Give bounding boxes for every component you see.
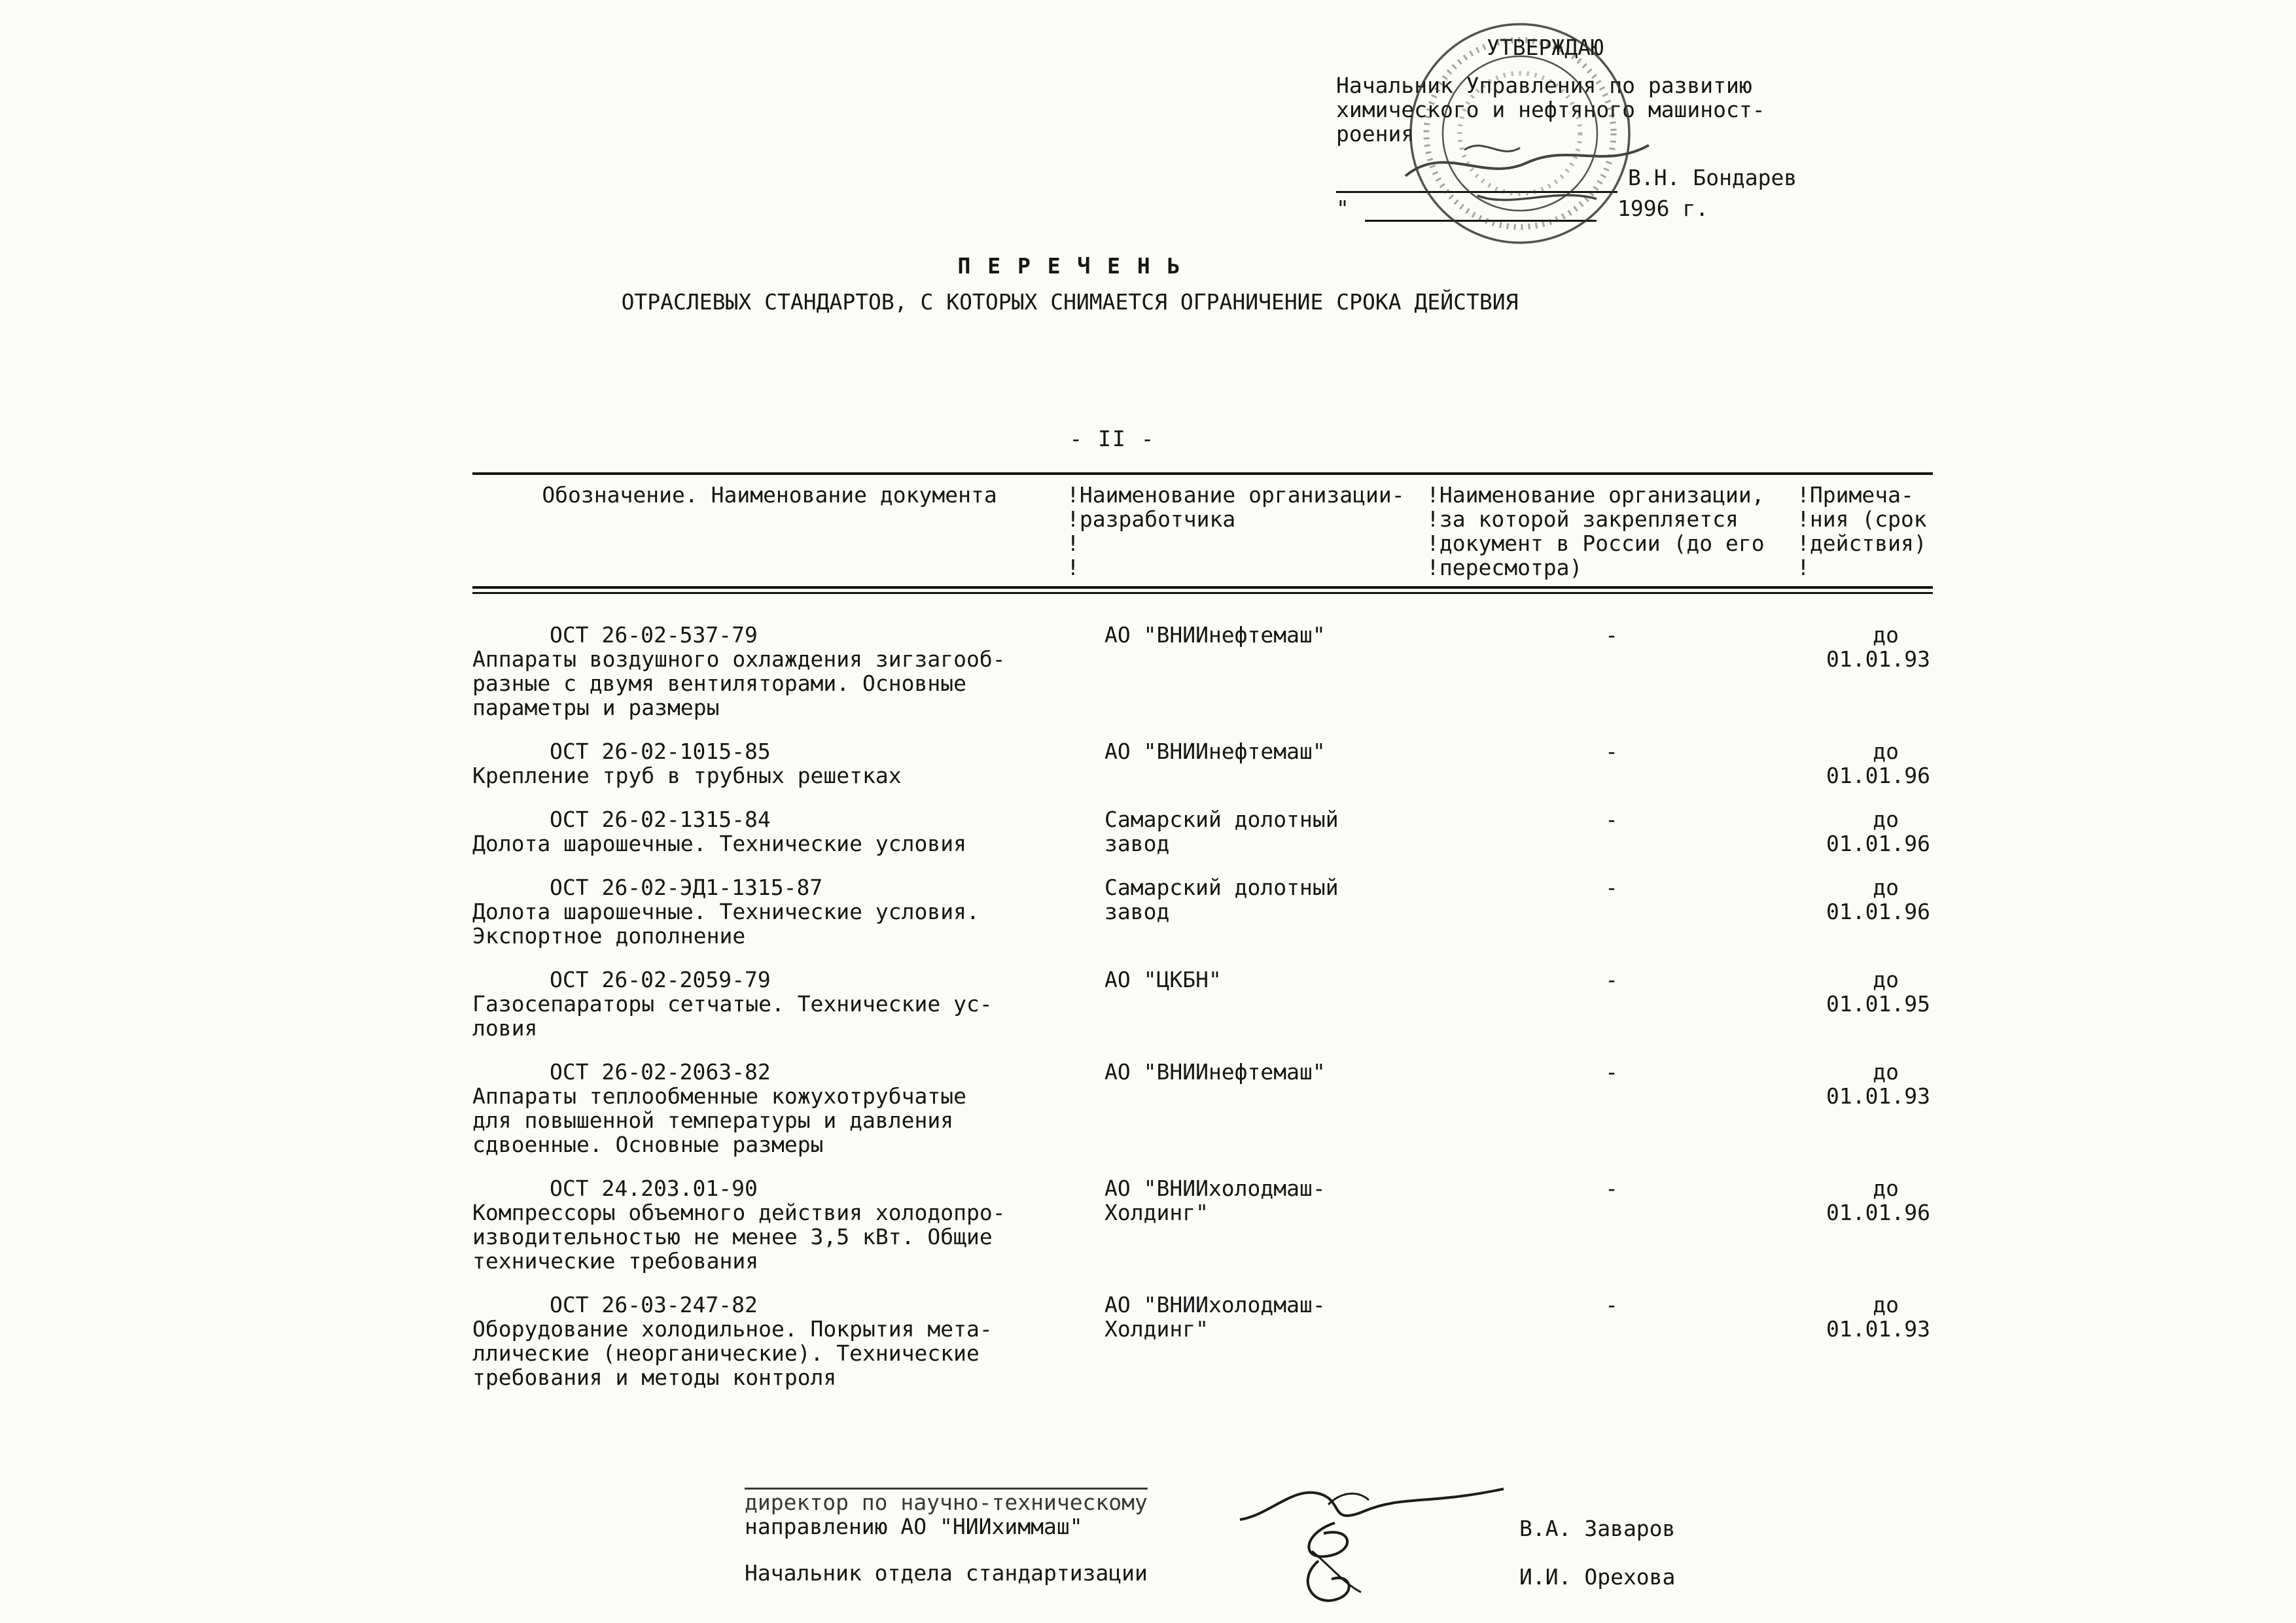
document-title: П Е Р Е Ч Е Н Ь	[957, 253, 1182, 279]
standard-code: ОСТ 26-02-1015-85	[550, 739, 771, 764]
cell-document	[472, 1293, 1067, 1389]
standard-code: ОСТ 26-02-537-79	[550, 622, 758, 648]
cell-note	[1797, 739, 1933, 788]
table-row	[472, 807, 1933, 856]
document-title-line: Аппараты теплообменные кожухотрубчатые	[472, 1083, 966, 1109]
table-row	[472, 739, 1933, 788]
header-line: !Наименование организации,	[1426, 482, 1765, 508]
approval-org-line-1: Начальник Управления по развитию	[1336, 73, 1752, 98]
approval-year: 1996 г.	[1617, 196, 1709, 221]
cell-document	[472, 807, 1067, 856]
cell-note	[1797, 623, 1933, 720]
cell-developer	[1067, 875, 1426, 948]
standard-code: ОСТ 26-02-2063-82	[550, 1059, 771, 1085]
note-prefix: до	[1873, 739, 1899, 764]
header-col-4	[1797, 483, 1933, 580]
cell-note	[1797, 1293, 1933, 1389]
table-header-rule	[472, 586, 1933, 594]
approval-org-line-3: роения	[1336, 121, 1415, 147]
cell-developer	[1067, 968, 1426, 1040]
title-block	[559, 254, 1580, 314]
header-line: !	[1797, 555, 1810, 580]
cell-assignee: -	[1605, 875, 1618, 900]
cell-assignee: -	[1605, 739, 1618, 764]
developer-line: Холдинг"	[1104, 1316, 1209, 1342]
header-line: !	[1067, 531, 1080, 556]
cell-note	[1797, 807, 1933, 856]
header-col-3	[1426, 483, 1797, 580]
developer-line: АО "ЦКБН"	[1104, 967, 1222, 992]
standard-code: ОСТ 26-03-247-82	[550, 1292, 758, 1318]
note-prefix: до	[1873, 1176, 1899, 1201]
cell-document	[472, 1060, 1067, 1157]
standard-code: ОСТ 26-02-1315-84	[550, 807, 771, 832]
note-date: 01.01.96	[1826, 831, 1930, 856]
cell-document	[472, 968, 1067, 1040]
standard-code: ОСТ 26-02-2059-79	[550, 967, 771, 992]
header-line: !документ в России (до его	[1426, 531, 1765, 556]
standards-table	[472, 472, 1933, 1409]
cell-developer	[1067, 807, 1426, 856]
document-title-line: Крепление труб в трубных решетках	[472, 763, 902, 788]
header-col-2	[1067, 483, 1426, 580]
developer-line: Холдинг"	[1104, 1200, 1209, 1225]
developer-line: АО "ВНИИхолодмаш-	[1104, 1176, 1326, 1201]
document-title-line: Экспортное дополнение	[472, 923, 746, 949]
footer-role-line-3: Начальник отдела стандартизации	[745, 1560, 1148, 1586]
document-title-line: Долота шарошечные. Технические условия	[472, 831, 966, 856]
cell-developer	[1067, 1176, 1426, 1273]
document-title-line: технические требования	[472, 1248, 759, 1274]
cell-document	[472, 739, 1067, 788]
table-row	[472, 1176, 1933, 1273]
cell-assignee: -	[1605, 807, 1618, 832]
header-col-1	[472, 483, 1067, 580]
cell-assignee: -	[1605, 967, 1618, 992]
footer-role-line-1: директор по научно-техническому	[745, 1490, 1148, 1515]
document-subtitle: ОТРАСЛЕВЫХ СТАНДАРТОВ, С КОТОРЫХ СНИМАЕТСЯ ОГРАНИЧЕНИЕ СРОКА ДЕЙСТВИЯ	[621, 289, 1519, 315]
footer-role-line-2: направлению АО "НИИхиммаш"	[745, 1514, 1083, 1539]
note-prefix: до	[1873, 807, 1899, 832]
cell-note	[1797, 875, 1933, 948]
note-date: 01.01.96	[1826, 1200, 1930, 1225]
standard-code: ОСТ 24.203.01-90	[550, 1176, 758, 1201]
note-date: 01.01.93	[1826, 646, 1930, 672]
handwritten-signature-2	[1273, 1515, 1387, 1616]
note-date: 01.01.96	[1826, 763, 1930, 788]
header-line: Обозначение. Наименование документа	[542, 482, 997, 508]
table-body	[472, 623, 1933, 1389]
header-line: !пересмотра)	[1426, 555, 1583, 580]
cell-assignee: -	[1605, 1059, 1618, 1085]
header-line: !разработчика	[1067, 506, 1236, 532]
note-date: 01.01.93	[1826, 1083, 1930, 1109]
cell-developer	[1067, 1293, 1426, 1389]
document-title-line: сдвоенные. Основные размеры	[472, 1132, 824, 1157]
approval-org-line-2: химического и нефтяного машиност-	[1336, 97, 1765, 122]
document-title-line: Долота шарошечные. Технические условия.	[472, 899, 980, 924]
table-header	[472, 483, 1933, 580]
table-row	[472, 623, 1933, 720]
date-open-quote: "	[1336, 196, 1349, 221]
document-title-line: параметры и размеры	[472, 695, 720, 720]
footer-name-2: И.И. Орехова	[1519, 1564, 1676, 1590]
document-title-line: для повышенной температуры и давления	[472, 1108, 954, 1133]
note-prefix: до	[1873, 622, 1899, 648]
cell-developer	[1067, 1060, 1426, 1157]
table-row	[472, 1293, 1933, 1389]
developer-line: АО "ВНИИхолодмаш-	[1104, 1292, 1326, 1318]
developer-line: АО "ВНИИнефтемаш"	[1104, 739, 1326, 764]
round-stamp-seal	[1386, 9, 1654, 258]
developer-line: Самарский долотный	[1104, 875, 1339, 900]
note-prefix: до	[1873, 1059, 1899, 1085]
header-line: !Наименование организации-	[1067, 482, 1405, 508]
header-line: !Примеча-	[1797, 482, 1914, 508]
cell-assignee: -	[1605, 1292, 1618, 1318]
developer-line: завод	[1104, 899, 1170, 924]
header-line: !за которой закрепляется	[1426, 506, 1739, 532]
cell-assignee: -	[1605, 622, 1618, 648]
page-number: - II -	[1069, 426, 1156, 451]
approval-heading: УТВЕРЖДАЮ	[1487, 35, 1604, 60]
standard-code: ОСТ 26-02-ЭД1-1315-87	[550, 875, 823, 900]
document-title-line: Компрессоры объемного действия холодопро-	[472, 1200, 1006, 1225]
cell-developer	[1067, 623, 1426, 720]
document-title-line: Оборудование холодильное. Покрытия мета-	[472, 1316, 993, 1342]
developer-line: АО "ВНИИнефтемаш"	[1104, 622, 1326, 648]
document-title-line: разные с двумя вентиляторами. Основные	[472, 671, 966, 696]
footer-name-1: В.А. Заваров	[1519, 1516, 1676, 1541]
table-top-rule	[472, 472, 1933, 475]
document-title-line: ловия	[472, 1015, 538, 1041]
cell-document	[472, 1176, 1067, 1273]
cell-note	[1797, 1176, 1933, 1273]
note-prefix: до	[1873, 1292, 1899, 1318]
cell-assignee: -	[1605, 1176, 1618, 1201]
header-line: !действия)	[1797, 531, 1927, 556]
stamp-signature-stroke	[1405, 145, 1649, 176]
header-line: !ния (срок	[1797, 506, 1927, 532]
cell-note	[1797, 968, 1933, 1040]
document-title-line: Аппараты воздушного охлаждения зигзагооб-	[472, 646, 1006, 672]
document-title-line: ллические (неорганические). Технические	[472, 1340, 980, 1366]
developer-line: АО "ВНИИнефтемаш"	[1104, 1059, 1326, 1085]
table-row	[472, 968, 1933, 1040]
document-title-line: требования и методы контроля	[472, 1365, 837, 1390]
cell-document	[472, 623, 1067, 720]
developer-line: завод	[1104, 831, 1170, 856]
document-title-line: Газосепараторы сетчатые. Технические ус-	[472, 991, 993, 1017]
table-row	[472, 875, 1933, 948]
header-line: !	[1067, 555, 1080, 580]
table-row	[472, 1060, 1933, 1157]
note-prefix: до	[1873, 875, 1899, 900]
note-prefix: до	[1873, 967, 1899, 992]
note-date: 01.01.95	[1826, 991, 1930, 1017]
cell-note	[1797, 1060, 1933, 1157]
note-date: 01.01.93	[1826, 1316, 1930, 1342]
cell-developer	[1067, 739, 1426, 788]
developer-line: Самарский долотный	[1104, 807, 1339, 832]
document-title-line: изводительностью не менее 3,5 кВт. Общие	[472, 1224, 993, 1249]
note-date: 01.01.96	[1826, 899, 1930, 924]
cell-document	[472, 875, 1067, 948]
approval-signer-name: В.Н. Бондарев	[1628, 165, 1797, 190]
